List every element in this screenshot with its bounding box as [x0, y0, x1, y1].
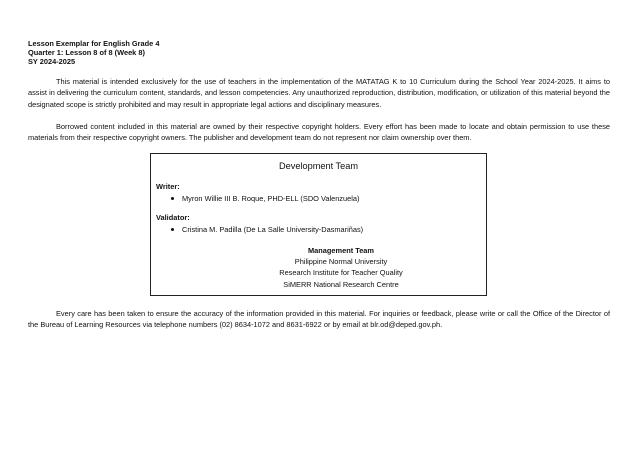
writer-item — [171, 194, 359, 203]
bullet-icon — [171, 228, 174, 231]
validator-name: Cristina M. Padilla (De La Salle University-Dasmariñas) — [182, 225, 364, 234]
management-member: SiMERR National Research Centre — [283, 279, 399, 289]
management-team — [241, 245, 441, 290]
copyright-notice-paragraph: Borrowed content included in this material are owned by their respective copyright holders. Every effort has been made to locate and obtain permission to use these materials from their respective copyright owners. The publisher and development team do not represent nor claim ownership over them. — [28, 122, 610, 143]
management-member: Philippine Normal University — [294, 257, 388, 267]
header-school-year: SY 2024-2025 — [28, 57, 76, 67]
validator-label: Validator: — [156, 213, 190, 222]
validator-item — [171, 225, 363, 234]
writer-name: Myron Willie III B. Roque, PHD-ELL (SDO Valenzuela) — [182, 194, 360, 203]
usage-notice-paragraph: This material is intended exclusively for the use of teachers in the implementation of the MATATAG K to 10 Curriculum during the School Year 2024-2025. It aims to assist in delivering the curriculum content, standards, and lesson competencies. Any unauthorized reproduction, distribution, modification, or utilization of this material beyond the designated scope is strictly prohibited and may result in appropriate legal actions and disciplinary measures. — [28, 77, 610, 109]
header-title: Lesson Exemplar for English Grade 4 — [28, 39, 160, 48]
development-team-box — [150, 153, 487, 296]
writer-label: Writer: — [156, 182, 180, 191]
management-team-title: Management Team — [308, 246, 374, 255]
development-team-title: Development Team — [279, 161, 358, 171]
contact-notice-paragraph: Every care has been taken to ensure the accuracy of the information provided in this material. For inquiries or feedback, please write or call the Office of the Director of the Bureau of Learning Resources via telephone numbers (02) 8634-1072 and 8631-6922 or by email at blr.od@deped.gov.ph. — [28, 309, 610, 330]
header-quarter-lesson: Quarter 1: Lesson 8 of 8 (Week 8) — [28, 48, 145, 58]
management-member: Research Institute for Teacher Quality — [279, 268, 403, 278]
document-header — [28, 39, 428, 67]
bullet-icon — [171, 197, 174, 200]
